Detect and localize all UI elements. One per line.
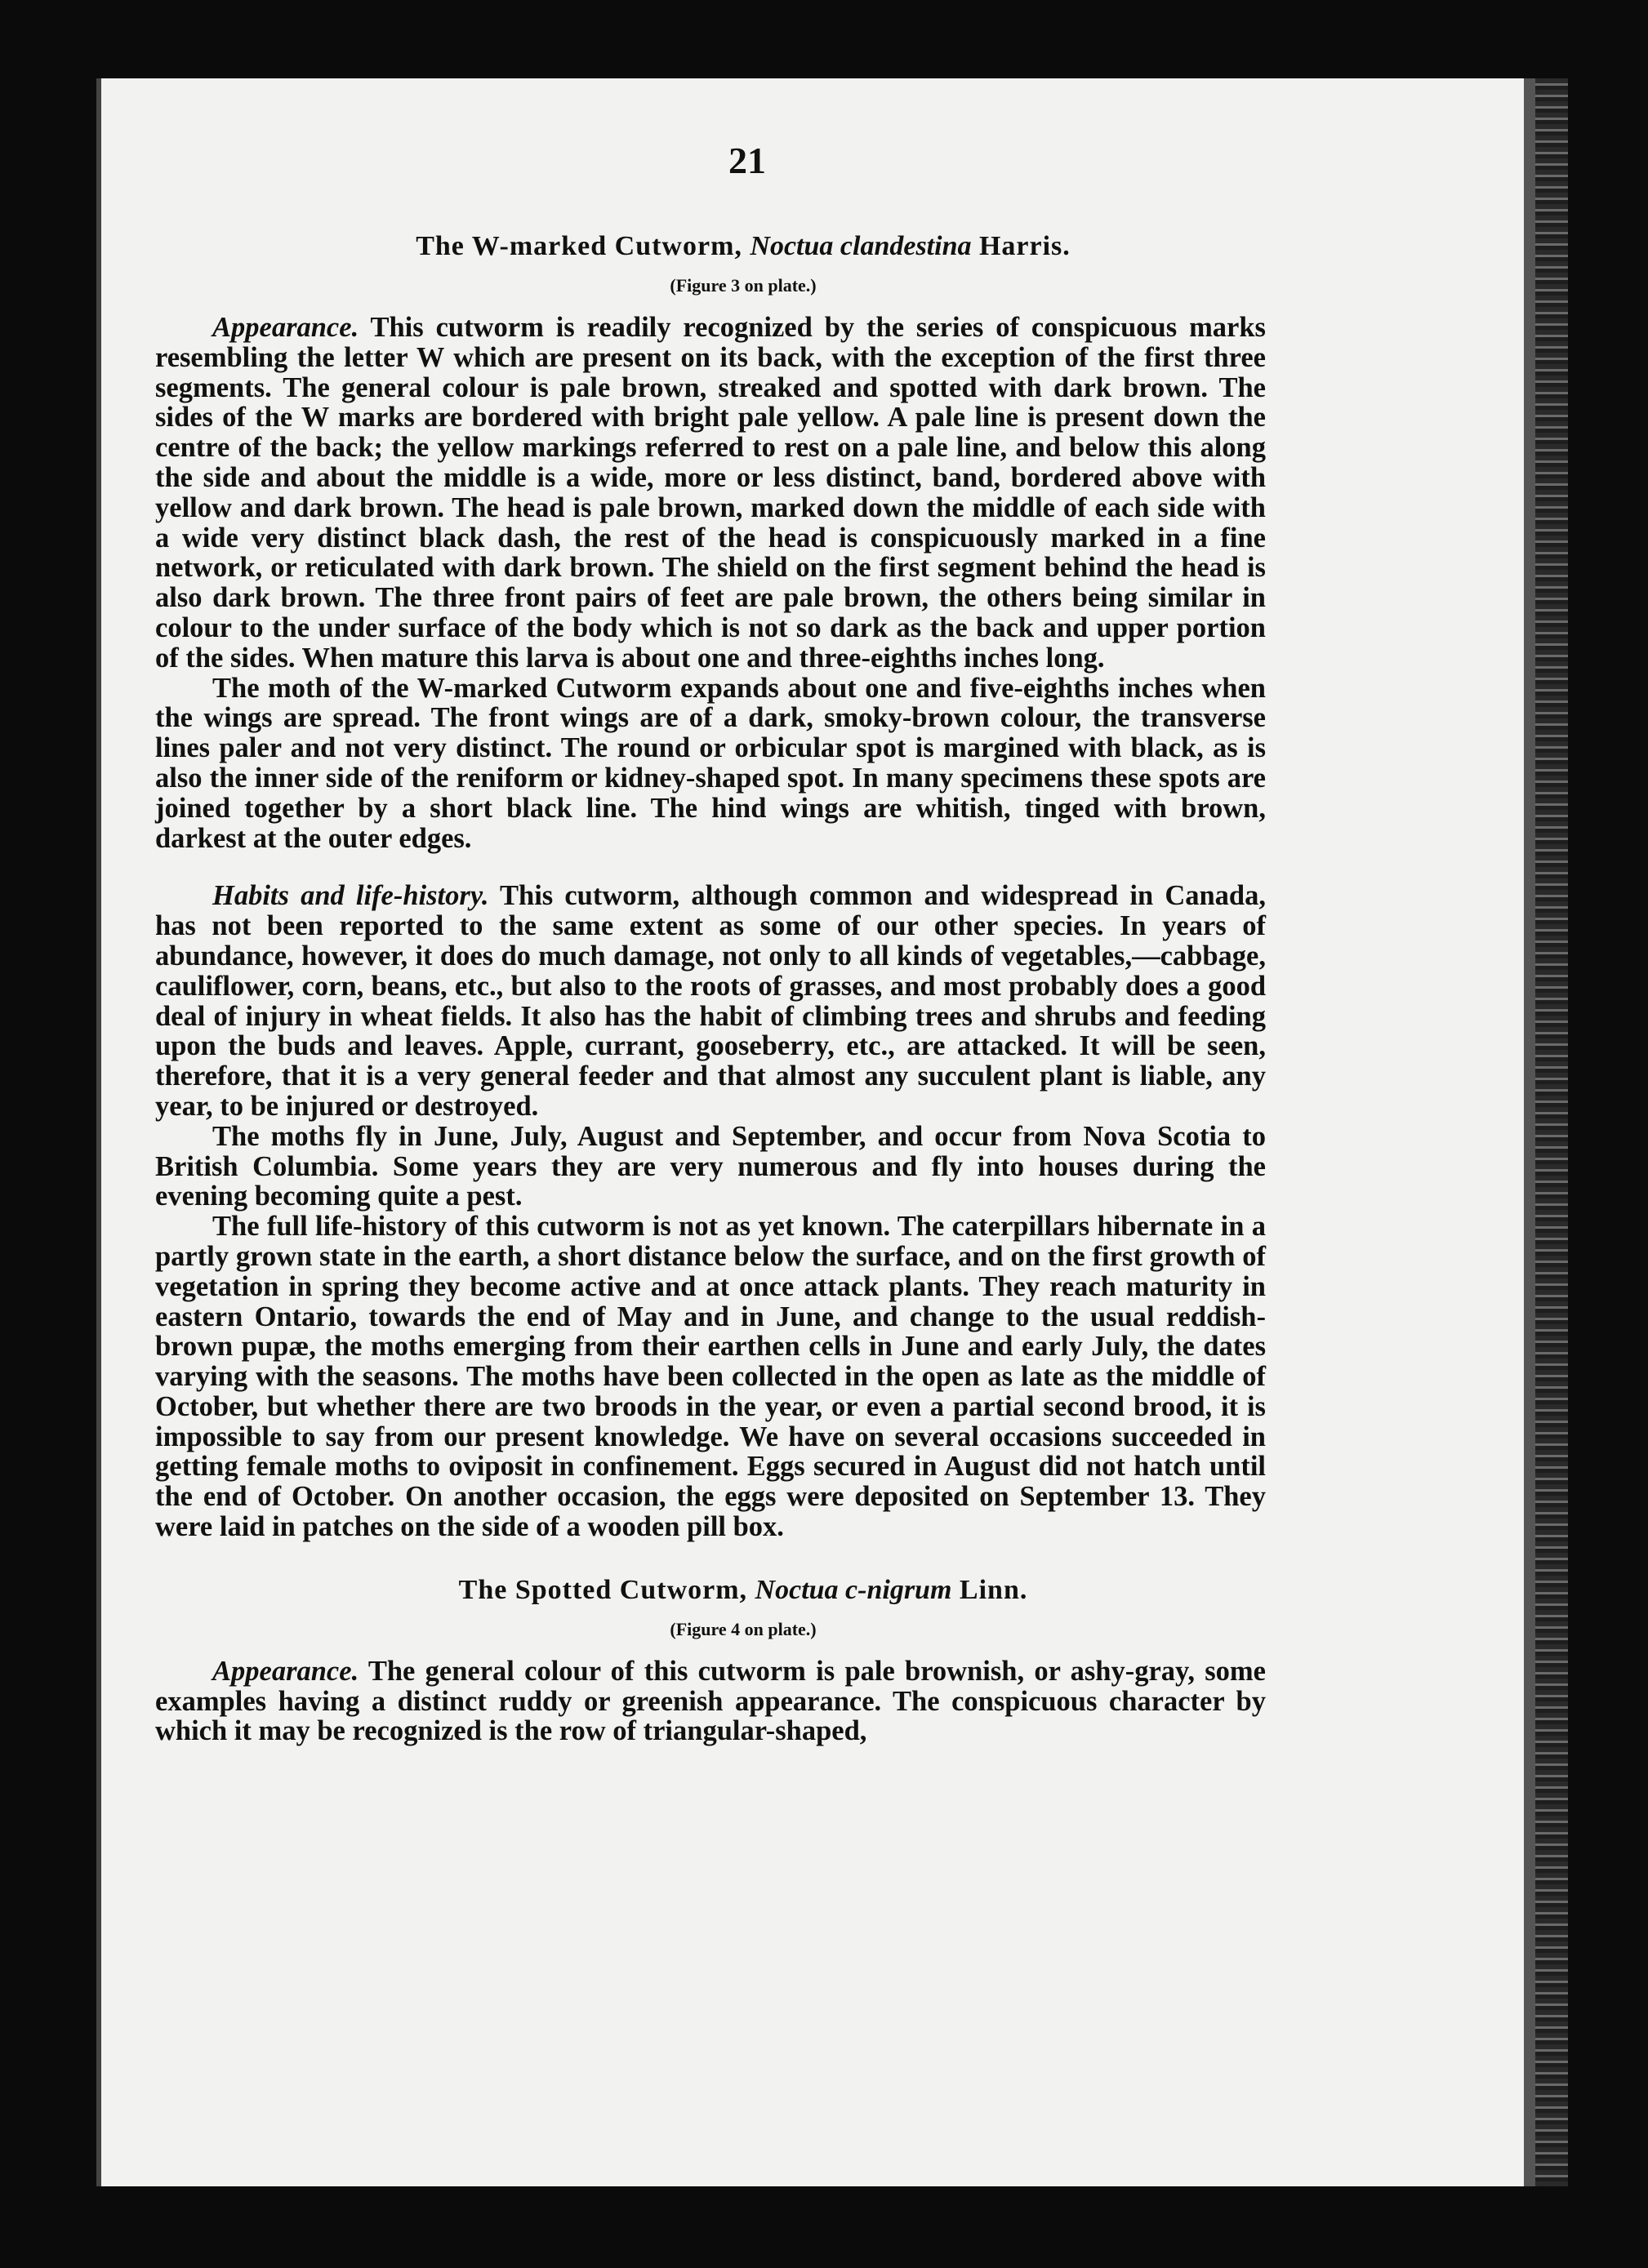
paragraph-habits [155, 881, 1266, 1121]
paragraph-body: This cutworm is readily recognized by the series of conspicuous marks resembling the letter W which are present on its back, with the exception of the first three segments. The general colour is pale brown, streaked and spotted with dark brown. The sides of the W marks are bordered with bright pale yellow. A pale line is present down the centre of the back; the yellow markings referred to rest on a pale line, and below this along the side and about the middle is a wide, more or less distinct, band, bordered above with yellow and dark brown. The head is pale brown, marked down the middle of each side with a wide very distinct black dash, the rest of the head is conspicuously marked in a fine network, or reticulated with dark brown. The shield on the first segment behind the head is also dark brown. The three front pairs of feet are pale brown, the others being similar in colour to the under surface of the body which is not so dark as the back and upper portion of the sides. When mature this larva is about one and three-eighths inches long. [155, 312, 1266, 674]
page-text-block [155, 139, 1266, 1746]
figure-reference: (Figure 3 on plate.) [670, 275, 817, 296]
heading-author: Harris. [971, 231, 1071, 261]
figure-reference: (Figure 4 on plate.) [670, 1618, 817, 1639]
paragraph-moth-flight: The moths fly in June, July, August and September, and occur from Nova Scotia to British Columbia. Some years they are very numerous and fly into houses during the evening becoming quite a pest. [155, 1120, 1266, 1212]
heading-author: Linn. [951, 1574, 1028, 1605]
paragraph-moth: The moth of the W-marked Cutworm expands about one and five-eighths inches when the wings are spread. The front wings are of a dark, smoky-brown colour, the transverse lines paler and not very distinct. The round or orbicular spot is margined with black, as is also the inner side of the reniform or kidney-shaped spot. In many specimens these spots are joined together by a short black line. The hind wings are whitish, tinged with brown, darkest at the outer edges. [155, 672, 1266, 854]
heading-scientific-name: Noctua clandestina [750, 231, 972, 261]
page-number: 21 [728, 140, 766, 181]
paragraph-lead: Habits and life-history. [212, 880, 489, 912]
paragraph-body: The general colour of this cutworm is pale brownish, or ashy-gray, some examples having a distinct ruddy or greenish appearance. The conspicuous character by which it may be recognized is the row of triangular-shaped, [155, 1655, 1266, 1747]
paragraph-lead: Appearance. [212, 1655, 359, 1687]
paragraph-lead: Appearance. [212, 312, 359, 343]
paragraph-life-history: The full life-history of this cutworm is not as yet known. The caterpillars hibernate in a partly grown state in the earth, a short distance below the surface, and on the first growth of vegetation in spring they become active and at once attack plants. They reach maturity in eastern Ontario, towards the end of May and in June, and change to the usual reddish-brown pupæ, the moths emerging from their earthen cells in June and early July, the dates varying with the seasons. The moths have been collected in the open as late as the middle of October, but whether there are two broods in the year, or even a partial second brood, it is impossible to say from our present knowledge. We have on several occasions succeeded in getting female moths to oviposit in confinement. Eggs secured in August did not hatch until the end of October. On another occasion, the eggs were deposited on September 13. They were laid in patches on the side of a wooden pill box. [155, 1211, 1266, 1543]
section-heading-spotted-cutworm [220, 1575, 1266, 1606]
paragraph-body: This cutworm, although common and widespread in Canada, has not been reported to the same extent as some of our other species. In years of abundance, however, it does do much damage, not only to all kinds of vegetables,—cabbage, cauliflower, corn, beans, etc., but also to the roots of grasses, and most probably does a good deal of injury in wheat fields. It also has the habit of climbing trees and shrubs and feeding upon the buds and leaves. Apple, currant, gooseberry, etc., are attacked. It will be seen, therefore, that it is a very general feeder and that almost any succulent plant is liable, any year, to be injured or destroyed. [155, 880, 1266, 1122]
paragraph-appearance [155, 313, 1266, 674]
heading-scientific-name: Noctua c-nigrum [755, 1574, 952, 1605]
page-edge [1535, 78, 1568, 2186]
paragraph-appearance-spotted [155, 1657, 1266, 1746]
section-heading-w-marked-cutworm [220, 231, 1266, 262]
heading-common-name: The Spotted Cutworm, [458, 1574, 755, 1605]
heading-common-name: The W-marked Cutworm, [416, 231, 751, 261]
